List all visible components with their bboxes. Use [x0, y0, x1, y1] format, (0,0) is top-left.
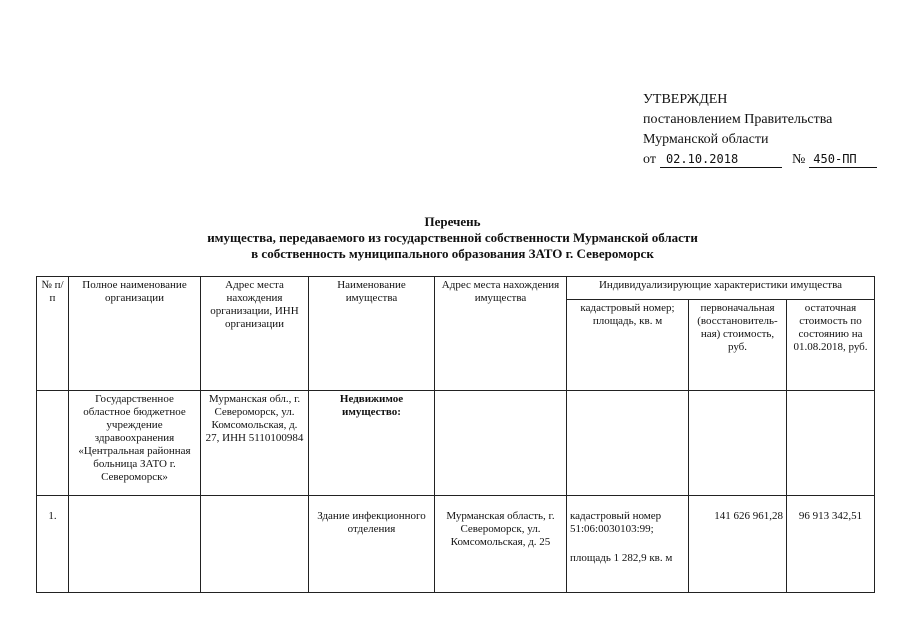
item-residual-cost: 96 913 342,51: [787, 496, 875, 593]
header-property-address: Адрес места нахождения имущества: [435, 277, 567, 391]
header-org-address: Адрес места нахождения организации, ИНН организации: [201, 277, 309, 391]
item-num: 1.: [37, 496, 69, 593]
header-cadastral: кадастровый номер; площадь, кв. м: [567, 300, 689, 391]
header-characteristics: Индивидуализирующие характеристики имущества: [567, 277, 875, 300]
org-num-cell: [37, 391, 69, 496]
approval-block: [643, 90, 877, 170]
property-table: [36, 276, 875, 593]
header-property-name: Наименование имущества: [309, 277, 435, 391]
org-address-cell: Мурманская обл., г. Североморск, ул. Комсомольская, д. 27, ИНН 5110100984: [201, 391, 309, 496]
item-empty-org-address: [201, 496, 309, 593]
heading-title: Перечень: [424, 214, 481, 229]
header-org-name: Полное наименование организации: [69, 277, 201, 391]
item-address: Мурманская область, г. Североморск, ул. Комсомольская, д. 25: [435, 496, 567, 593]
approval-number: 450-ПП: [809, 151, 877, 168]
header-initial-cost: первоначальная (восстановитель-ная) стоимость, руб.: [689, 300, 787, 391]
org-empty-cell-2: [567, 391, 689, 496]
org-empty-cell-3: [689, 391, 787, 496]
item-cadastral: кадастровый номер 51:06:0030103:99;: [570, 510, 662, 535]
approval-date-line: [643, 150, 877, 170]
approval-line-1: постановлением Правительства: [643, 112, 833, 127]
org-row: [37, 391, 875, 496]
number-sign: №: [791, 152, 806, 167]
header-residual-cost: остаточная стоимость по состоянию на 01.08.2018, руб.: [787, 300, 875, 391]
heading-line-3: в собственность муниципального образования ЗАТО г. Североморск: [251, 246, 654, 261]
header-row: [37, 277, 875, 300]
approval-title: УТВЕРЖДЕН: [643, 92, 728, 107]
org-name-cell: Государственное областное бюджетное учреждение здравоохранения «Центральная районная больница ЗАТО г. Североморск»: [69, 391, 201, 496]
item-cadastral-cell: [567, 496, 689, 593]
heading-line-2: имущества, передаваемого из государственной собственности Мурманской области: [207, 230, 698, 245]
item-empty-org-name: [69, 496, 201, 593]
table-row: [37, 496, 875, 593]
approval-line-2: Мурманской области: [643, 132, 769, 147]
item-initial-cost: 141 626 961,28: [689, 496, 787, 593]
org-empty-cell-4: [787, 391, 875, 496]
approval-date: 02.10.2018: [660, 151, 782, 168]
date-prefix: от: [643, 152, 656, 167]
org-empty-cell-1: [435, 391, 567, 496]
property-type-cell: Недвижимое имущество:: [309, 391, 435, 496]
item-area: площадь 1 282,9 кв. м: [570, 552, 673, 564]
header-num: № п/п: [37, 277, 69, 391]
item-name: Здание инфекционного отделения: [309, 496, 435, 593]
